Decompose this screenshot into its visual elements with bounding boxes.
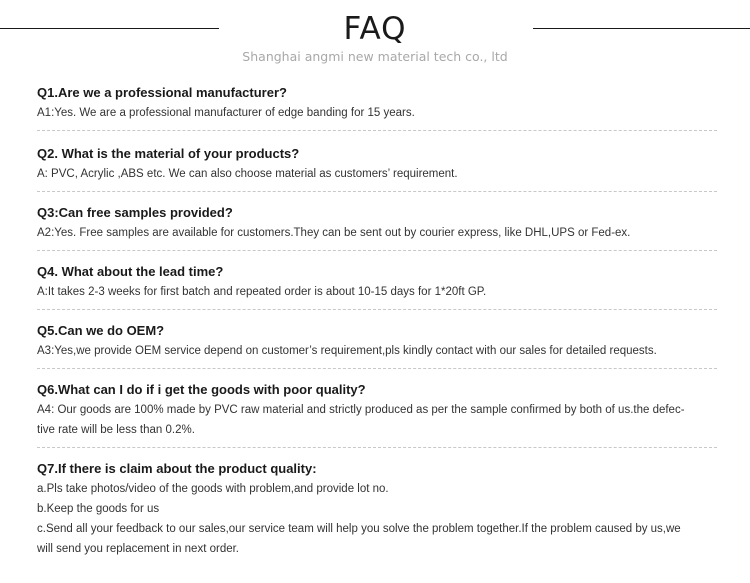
faq-question: Q4. What about the lead time? xyxy=(37,264,224,279)
page-header xyxy=(0,0,750,70)
faq-question: Q1.Are we a professional manufacturer? xyxy=(37,85,287,100)
faq-answer: A1:Yes. We are a professional manufacturer of edge banding for 15 years. xyxy=(37,107,415,119)
faq-answer: A:It takes 2-3 weeks for first batch and repeated order is about 10-15 days for 1*20ft GP. xyxy=(37,286,487,298)
faq-item-5 xyxy=(37,322,717,361)
faq-answer: A3:Yes,we provide OEM service depend on customer’s requirement,pls kindly contact with our sales for detailed requests. xyxy=(37,345,657,357)
faq-answer: A: PVC, Acrylic ,ABS etc. We can also choose material as customers’ requirement. xyxy=(37,168,458,180)
faq-item-7 xyxy=(37,460,717,559)
page-title: FAQ xyxy=(343,11,407,47)
faq-question: Q6.What can I do if i get the goods with poor quality? xyxy=(37,382,366,397)
faq-answer: A2:Yes. Free samples are available for customers.They can be sent out by courier express, like DHL,UPS or Fed-ex. xyxy=(37,227,631,239)
faq-list xyxy=(37,84,717,559)
faq-divider xyxy=(37,130,717,131)
header-rule-right xyxy=(533,28,750,29)
faq-divider xyxy=(37,250,717,251)
company-name: Shanghai angmi new material tech co., ltd xyxy=(242,49,508,64)
faq-answer: will send you replacement in next order. xyxy=(37,543,239,555)
faq-answer: b.Keep the goods for us xyxy=(37,503,160,515)
faq-answer: A4: Our goods are 100% made by PVC raw material and strictly produced as per the sample confirmed by both of us.the defec- xyxy=(37,404,685,416)
faq-question: Q3:Can free samples provided? xyxy=(37,205,233,220)
faq-answer: tive rate will be less than 0.2%. xyxy=(37,424,195,436)
faq-item-3 xyxy=(37,204,717,243)
faq-divider xyxy=(37,368,717,369)
faq-divider xyxy=(37,191,717,192)
faq-item-2 xyxy=(37,145,717,184)
faq-item-4 xyxy=(37,263,717,302)
faq-question: Q7.If there is claim about the product quality: xyxy=(37,461,317,476)
faq-question: Q5.Can we do OEM? xyxy=(37,323,165,338)
faq-question: Q2. What is the material of your products? xyxy=(37,146,300,161)
faq-item-1 xyxy=(37,84,717,123)
faq-divider xyxy=(37,309,717,310)
faq-answer: a.Pls take photos/video of the goods with problem,and provide lot no. xyxy=(37,483,389,495)
faq-item-6 xyxy=(37,381,717,440)
faq-divider xyxy=(37,447,717,448)
faq-answer: c.Send all your feedback to our sales,our service team will help you solve the problem together.If the problem caused by us,we xyxy=(37,523,681,535)
